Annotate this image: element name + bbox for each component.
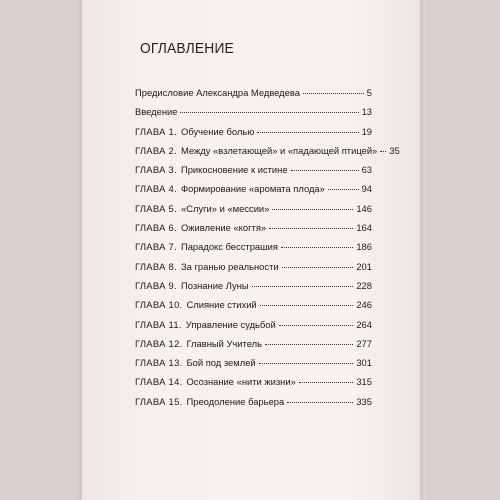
page-number: 5 xyxy=(366,87,372,98)
chapter-number: ГЛАВА 13. xyxy=(135,357,183,369)
page-number: 63 xyxy=(361,164,372,176)
entry-title: За гранью реальности xyxy=(180,260,279,272)
page-number: 13 xyxy=(361,106,372,118)
table-of-contents xyxy=(135,87,400,415)
page-number: 335 xyxy=(356,395,372,407)
page-number: 201 xyxy=(356,260,372,272)
page-number: 94 xyxy=(361,183,372,195)
entry-title: Между «взлетающей» и «падающей птицей» xyxy=(180,144,378,156)
page-number: 228 xyxy=(356,279,372,291)
toc-entry xyxy=(135,241,372,260)
toc-entry xyxy=(135,222,372,241)
dot-leader xyxy=(380,150,386,152)
toc-entry xyxy=(135,280,372,299)
toc-entry xyxy=(135,261,372,280)
toc-entry xyxy=(135,319,372,338)
dot-leader xyxy=(279,324,354,326)
chapter-number: ГЛАВА 15. xyxy=(135,395,183,407)
entry-title: Бой под землей xyxy=(186,357,256,369)
entry-title: «Слуги» и «мессии» xyxy=(180,202,270,214)
toc-entry xyxy=(135,106,372,125)
entry-title: Осознание «нити жизни» xyxy=(186,376,296,388)
entry-title: Слияние стихий xyxy=(186,299,257,311)
dot-leader xyxy=(281,246,353,248)
dot-leader xyxy=(299,381,354,383)
toc-entry xyxy=(135,396,372,415)
page-number: 315 xyxy=(356,376,372,388)
entry-title: Парадокс бесстрашия xyxy=(180,241,278,253)
page-number: 277 xyxy=(356,337,372,349)
page-number: 186 xyxy=(356,241,372,253)
dot-leader xyxy=(257,131,358,133)
chapter-number: ГЛАВА 14. xyxy=(135,376,183,388)
dot-leader xyxy=(291,169,359,171)
dot-leader xyxy=(303,92,364,94)
dot-leader xyxy=(180,111,358,113)
toc-entry xyxy=(135,164,372,183)
entry-title: Обучение болью xyxy=(180,125,255,137)
dot-leader xyxy=(252,285,354,287)
toc-entry xyxy=(135,87,372,106)
dot-leader xyxy=(287,401,353,403)
page-number: 164 xyxy=(356,222,372,234)
toc-entry xyxy=(135,126,372,145)
chapter-number: ГЛАВА 4. xyxy=(135,183,177,195)
page-number: 19 xyxy=(361,125,372,137)
page-title: ОГЛАВЛЕНИЕ xyxy=(140,40,234,57)
chapter-number: ГЛАВА 12. xyxy=(135,337,183,349)
toc-entry xyxy=(135,357,372,376)
entry-title: Познание Луны xyxy=(180,279,249,291)
chapter-number: ГЛАВА 7. xyxy=(135,241,177,253)
page-number: 146 xyxy=(356,202,372,214)
entry-title: Оживление «когтя» xyxy=(180,222,267,234)
dot-leader xyxy=(259,362,354,364)
chapter-number: ГЛАВА 11. xyxy=(135,318,182,330)
chapter-number: ГЛАВА 2. xyxy=(135,144,177,156)
entry-title: Преодоление барьера xyxy=(186,395,285,407)
entry-title: Управление судьбой xyxy=(185,318,276,330)
chapter-number: ГЛАВА 6. xyxy=(135,222,177,234)
toc-entry xyxy=(135,338,372,357)
page-edge xyxy=(420,0,426,500)
page-number: 301 xyxy=(356,357,372,369)
entry-title: Введение xyxy=(135,106,178,118)
page-number: 35 xyxy=(389,144,400,156)
entry-title: Главный Учитель xyxy=(186,337,262,349)
toc-entry xyxy=(135,299,372,318)
dot-leader xyxy=(265,343,353,345)
chapter-number: ГЛАВА 10. xyxy=(135,299,183,311)
toc-entry xyxy=(135,376,372,395)
page-number: 246 xyxy=(356,299,372,311)
dot-leader xyxy=(328,188,359,190)
entry-title: Формирование «аромата плода» xyxy=(180,183,325,195)
chapter-number: ГЛАВА 1. xyxy=(135,125,177,137)
entry-title: Прикосновение к истине xyxy=(180,164,288,176)
dot-leader xyxy=(272,208,353,210)
page-number: 264 xyxy=(356,318,372,330)
entry-title: Предисловие Александра Медведева xyxy=(135,87,300,98)
chapter-number: ГЛАВА 3. xyxy=(135,164,177,176)
dot-leader xyxy=(269,227,353,229)
chapter-number: ГЛАВА 5. xyxy=(135,202,177,214)
toc-entry xyxy=(135,183,372,202)
dot-leader xyxy=(260,304,354,306)
chapter-number: ГЛАВА 9. xyxy=(135,279,177,291)
toc-entry xyxy=(135,203,372,222)
toc-entry xyxy=(135,144,400,164)
chapter-number: ГЛАВА 8. xyxy=(135,260,177,272)
dot-leader xyxy=(282,266,354,268)
